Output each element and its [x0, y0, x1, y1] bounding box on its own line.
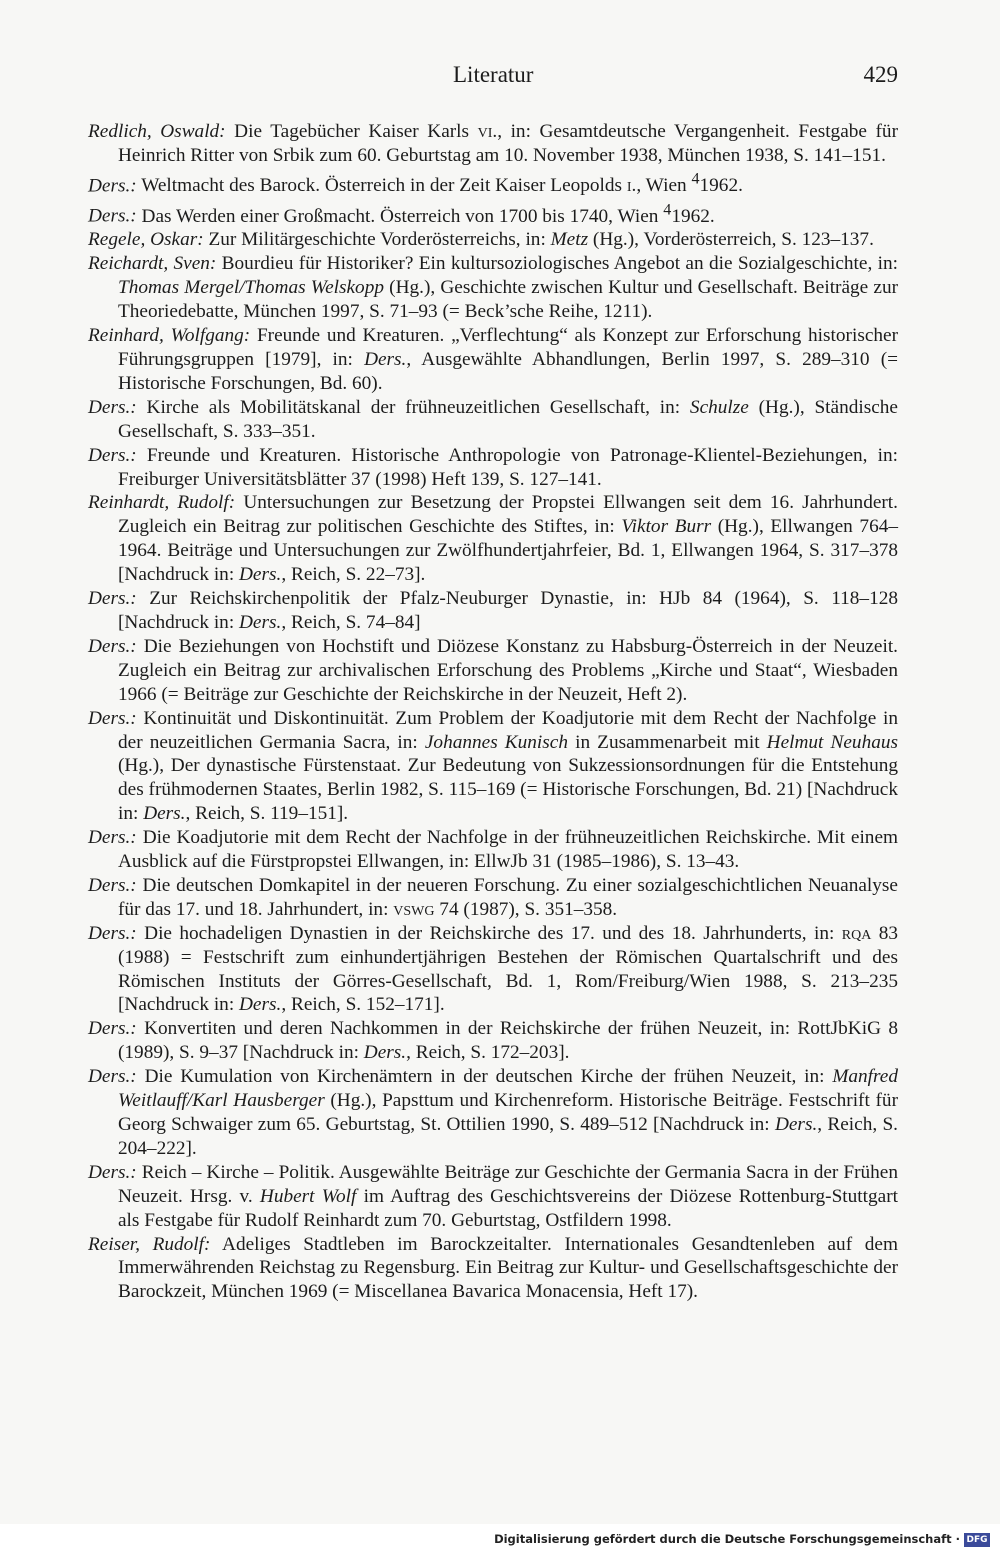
entry-author: Ders.: [88, 922, 137, 944]
page-number: 429 [863, 62, 898, 87]
entry-text: Die Tagebücher Kaiser Karls vi., in: Gesamtdeutsche Vergangenheit. Festgabe für Heinrich Ritter von Srbik zum 60. Geburtstag am 10. November 1938, München 1938, S. 141–151. [118, 121, 898, 166]
bibliography-entry [88, 228, 898, 252]
bibliography-entry [88, 707, 898, 827]
entry-text: Zur Militärgeschichte Vorderösterreichs, in: Metz (Hg.), Vorderösterreich, S. 123–137. [203, 229, 874, 251]
bibliography-entry [88, 874, 898, 922]
bibliography-entry [88, 587, 898, 635]
bibliography-entry [88, 252, 898, 324]
entry-author: Ders.: [88, 1018, 137, 1040]
entry-author: Ders.: [88, 1161, 137, 1183]
entry-author: Ders.: [88, 444, 137, 466]
entry-text: Die deutschen Domkapitel in der neueren Forschung. Zu einer sozialgeschichtlichen Neuanalyse für das 17. und 18. Jahrhundert, in: vswg 74 (1987), S. 351–358. [118, 874, 898, 920]
bibliography-entry [88, 1161, 898, 1233]
entry-text: Freunde und Kreaturen. „Verflechtung“ als Konzept zur Erforschung historischer Führungsgruppen [1979], in: Ders., Ausgewählte Abhandlungen, Berlin 1997, S. 289–310 (= Historische Forschungen, Bd. 60). [118, 325, 899, 394]
entry-text: Bourdieu für Historiker? Ein kultursoziologisches Angebot an die Sozialgeschichte, in: Thomas Mergel/Thomas Welskopp (Hg.), Geschichte zwischen Kultur und Gesellschaft. Beiträge zur Theoriedebatte, München 1997, S. 71–93 (= Beck’sche Reihe, 1211). [118, 253, 899, 323]
entry-text: Die Beziehungen von Hochstift und Diözese Konstanz zu Habsburg-Österreich in der Neuzeit. Zugleich ein Beitrag zur archivalischen Erforschung des Problems „Kirche und Staat“, Wiesbaden 1966 (= Beiträge zur Geschichte der Reichskirche in der Neuzeit, Heft 2). [118, 635, 898, 705]
entry-author: Redlich, Oswald: [88, 121, 226, 142]
bibliography-entry [88, 1017, 898, 1065]
entry-author: Ders.: [88, 1066, 137, 1088]
entry-author: Ders.: [88, 175, 137, 197]
entry-text: Die Koadjutorie mit dem Recht der Nachfolge in der frühneuzeitlichen Reichskirche. Mit einem Ausblick auf die Fürstpropstei Ellwangen, in: EllwJb 31 (1985–1986), S. 13–43. [118, 827, 898, 873]
bibliography-entry [88, 1065, 898, 1161]
entry-text: Das Werden einer Großmacht. Österreich von 1700 bis 1740, Wien $^4$1962. [136, 201, 715, 227]
entry-author: Ders.: [88, 827, 137, 849]
bibliography-entry [88, 444, 898, 492]
bibliography-entry [88, 922, 898, 1018]
bibliography-entry [88, 168, 898, 198]
dfg-logo-icon: DFG [964, 1533, 990, 1547]
entry-author: Ders.: [88, 635, 137, 657]
bibliography-entry [88, 1233, 898, 1305]
entry-author: Regele, Oskar: [88, 229, 204, 251]
entry-text: Die hochadeligen Dynastien in der Reichskirche des 17. und des 18. Jahrhunderts, in: rqa 83 (1988) = Festschrift zum einhundertjährigen Bestehen der Römischen Quartalschrift und des Römischen Instituts der Görres-Gesellschaft, Bd. 1, Rom/Freiburg/Wien 1988, S. 213–235 [Nachdruck in: Ders., Reich, S. 152–171]. [118, 922, 899, 1016]
entry-text: Die Kumulation von Kirchenämtern in der deutschen Kirche der frühen Neuzeit, in: Manfred Weitlauff/Karl Hausberger (Hg.), Papsttum und Kirchenreform. Historische Beiträge. Festschrift für Georg Schwaiger zum 65. Geburtstag, St. Ottilien 1990, S. 489–512 [Nachdruck in: Ders., Reich, S. 204–222]. [118, 1066, 898, 1159]
entry-text: Konvertiten und deren Nachkommen in der Reichskirche der frühen Neuzeit, in: RottJbKiG 8 (1989), S. 9–37 [Nachdruck in: Ders., Reich, S. 172–203]. [118, 1018, 898, 1064]
entry-author: Ders.: [88, 396, 137, 418]
entry-text: Kirche als Mobilitätskanal der frühneuzeitlichen Gesellschaft, in: Schulze (Hg.), Ständische Gesellschaft, S. 333–351. [118, 396, 898, 442]
bibliography-entry [88, 198, 898, 228]
header-title: Literatur [453, 62, 534, 87]
entry-author: Ders.: [88, 874, 137, 896]
footer-credit: Digitalisierung gefördert durch die Deutsche Forschungsgemeinschaft · [494, 1532, 960, 1546]
running-header [88, 62, 898, 92]
entry-text: Zur Reichskirchenpolitik der Pfalz-Neuburger Dynastie, in: HJb 84 (1964), S. 118–128 [Nachdruck in: Ders., Reich, S. 74–84] [118, 588, 898, 633]
bibliography-entry [88, 396, 898, 444]
bibliography-entry [88, 120, 898, 168]
bibliography-list [88, 120, 898, 1304]
entry-text: Kontinuität und Diskontinuität. Zum Problem der Koadjutorie mit dem Recht der Nachfolge in der neuzeitlichen Germania Sacra, in: Johannes Kunisch in Zusammenarbeit mit Helmut Neuhaus (Hg.), Der dynastische Fürstenstaat. Zur Bedeutung von Sukzessionsordnungen für die Entstehung des frühmodernen Staates, Berlin 1982, S. 115–169 (= Historische Forschungen, Bd. 21) [Nachdruck in: Ders., Reich, S. 119–151]. [118, 707, 898, 825]
entry-text: Untersuchungen zur Besetzung der Propstei Ellwangen seit dem 16. Jahrhundert. Zugleich ein Beitrag zur politischen Geschichte des Stiftes, in: Viktor Burr (Hg.), Ellwangen 764–1964. Beiträge und Untersuchungen zur Zwölfhundertjahrfeier, Bd. 1, Ellwangen 1964, S. 317–378 [Nachdruck in: Ders., Reich, S. 22–73]. [118, 492, 898, 586]
bibliography-entry [88, 635, 898, 707]
entry-text: Adeliges Stadtleben im Barockzeitalter. Internationales Gesandtenleben auf dem Immerwährenden Reichstag zu Regensburg. Ein Beitrag zur Kultur- und Gesellschaftsgeschichte der Barockzeit, München 1969 (= Miscellanea Bavarica Monacensia, Heft 17). [118, 1233, 898, 1303]
entry-text: Reich – Kirche – Politik. Ausgewählte Beiträge zur Geschichte der Germania Sacra in der Frühen Neuzeit. Hrsg. v. Hubert Wolf im Auftrag des Geschichtsvereins der Diözese Rottenburg-Stuttgart als Festgabe für Rudolf Reinhardt zum 70. Geburtstag, Ostfildern 1998. [118, 1161, 898, 1231]
bibliography-entry [88, 324, 898, 396]
entry-text: Freunde und Kreaturen. Historische Anthropologie von Patronage-Klientel-Beziehungen, in: Freiburger Universitätsblätter 37 (1998) Heft 139, S. 127–141. [118, 444, 898, 490]
entry-author: Reiser, Rudolf: [88, 1233, 211, 1255]
entry-author: Ders.: [88, 588, 137, 610]
entry-author: Reichardt, Sven: [88, 253, 217, 275]
entry-author: Reinhard, Wolfgang: [88, 325, 251, 347]
bibliography-entry [88, 826, 898, 874]
entry-author: Reinhardt, Rudolf: [88, 492, 236, 514]
entry-author: Ders.: [88, 707, 137, 729]
bibliography-entry [88, 491, 898, 587]
entry-text: Weltmacht des Barock. Österreich in der Zeit Kaiser Leopolds i., Wien $^4$1962. [136, 170, 743, 197]
entry-author: Ders.: [88, 205, 137, 227]
digitization-footer [0, 1524, 1000, 1552]
